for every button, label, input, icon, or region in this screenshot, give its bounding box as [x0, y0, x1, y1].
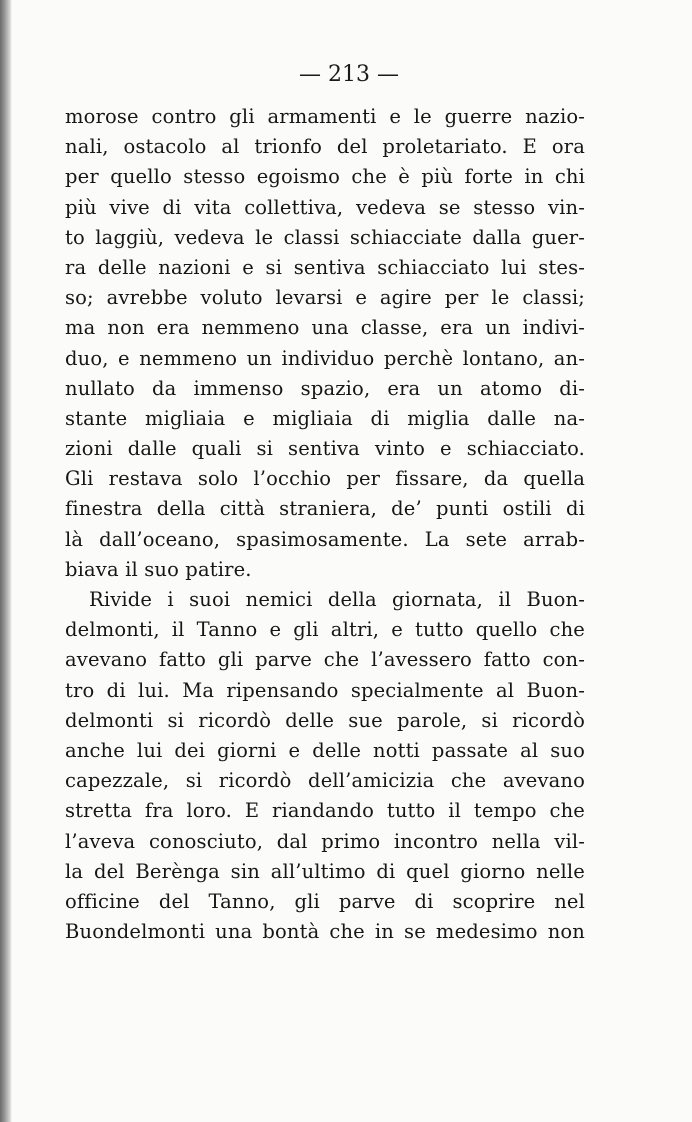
text-line: finestra della città straniera, de’ punti ostili di [65, 497, 585, 521]
text-line: delmonti si ricordò delle sue parole, si ricordò [65, 708, 585, 732]
text-line: la del Berènga sin all’ultimo di quel giorno nelle [65, 859, 585, 883]
text-line: ra delle nazioni e si sentiva schiacciato lui stes- [65, 255, 585, 279]
text-line: Rivide i suoi nemici della giornata, il Buon- [89, 588, 585, 611]
text-line: là dall’oceano, spasimosamente. La sete arrab- [65, 527, 585, 551]
text-line: zioni dalle quali si sentiva vinto e schiacciato. [65, 437, 585, 461]
text-line: per quello stesso egoismo che è più forte in chi [65, 165, 585, 189]
text-line: tro di lui. Ma ripensando specialmente al Buon- [65, 678, 585, 702]
text-line: officine del Tanno, gli parve di scoprire nel [65, 889, 585, 913]
text-line: anche lui dei giorni e delle notti passate al suo [65, 738, 585, 762]
text-line: ma non era nemmeno una classe, era un indivi- [65, 316, 585, 340]
text-line: to laggiù, vedeva le classi schiacciate dalla guer- [65, 225, 585, 249]
text-line: avevano fatto gli parve che l’avessero fatto con- [65, 648, 585, 672]
page-number: — 213 — [299, 62, 399, 87]
text-line: duo, e nemmeno un individuo perchè lontano, an- [65, 346, 585, 370]
text-line: delmonti, il Tanno e gli altri, e tutto quello che [65, 618, 585, 642]
text-line: Gli restava solo l’occhio per fissare, da quella [65, 467, 585, 491]
text-line: più vive di vita collettiva, vedeva se stesso vin- [65, 195, 585, 219]
text-line: nullato da immenso spazio, era un atomo di- [65, 376, 585, 400]
text-line: capezzale, si ricordò dell’amicizia che avevano [65, 769, 585, 793]
text-line: so; avrebbe voluto levarsi e agire per le classi; [65, 286, 585, 310]
text-line: morose contro gli armamenti e le guerre nazio- [65, 105, 585, 128]
text-line: l’aveva conosciuto, dal primo incontro nella vil- [65, 829, 585, 853]
text-line: nali, ostacolo al trionfo del proletariato. E ora [65, 135, 585, 159]
text-line: stante migliaia e migliaia di miglia dalle na- [65, 406, 585, 430]
text-line: Buondelmonti una bontà che in se medesimo non [65, 920, 585, 944]
page-binding-shadow [0, 0, 12, 1122]
text-line: stretta fra loro. E riandando tutto il tempo che [65, 799, 585, 823]
text-line: biava il suo patire. [65, 557, 252, 581]
body-text [65, 102, 585, 947]
